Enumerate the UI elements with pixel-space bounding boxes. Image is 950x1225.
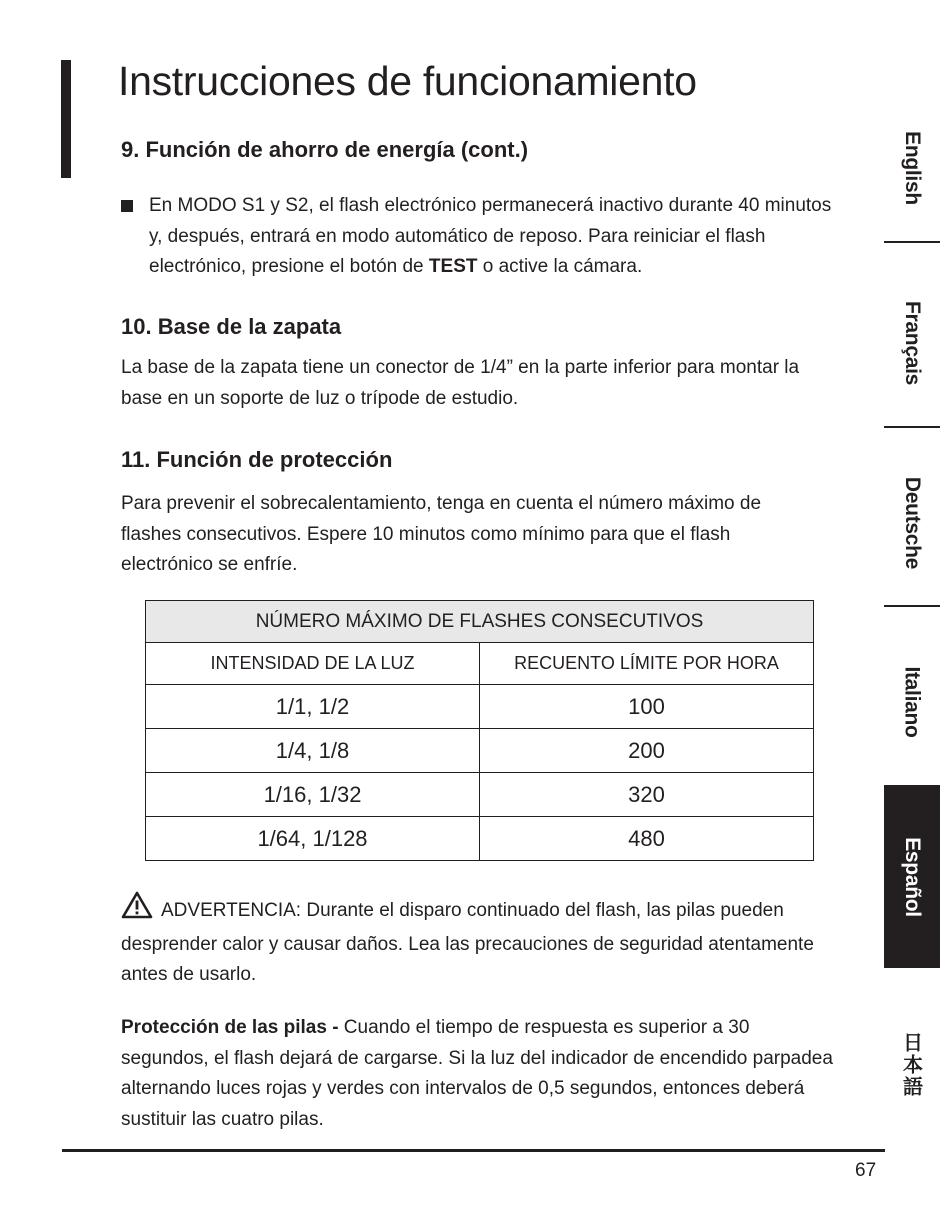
bullet-text-part: En MODO S1 y S2, el flash electrónico permanecerá inactivo durante 40 minutos y, después, entrará en modo automático de reposo. Para reiniciar el flash electrónico, presione el botón de [149, 195, 832, 277]
battery-protection-body: Cuando el tiempo de respuesta es superior a 30 segundos, el flash dejará de cargarse. Si la luz del indicador de encendido parpadea alternando luces rojas y verdes con intervalos de 0,5 segundos, entonces deberá sustituir las cuatro pilas. [121, 1017, 833, 1130]
battery-protection-text [121, 1013, 836, 1135]
intensity-cell: 1/1, 1/2 [146, 685, 480, 729]
flash-limit-table [145, 600, 814, 861]
section-9-heading: 9. Función de ahorro de energía (cont.) [121, 137, 529, 162]
page-title: Instrucciones de funcionamiento [118, 58, 697, 104]
footer-rule [62, 1149, 885, 1152]
tab-italiano[interactable] [884, 622, 940, 782]
warning-triangle-icon [121, 891, 153, 930]
section-11-text: Para prevenir el sobrecalentamiento, tenga en cuenta el número máximo de flashes consecutivos. Espere 10 minutos como mínimo para que el flash electrónico se enfríe. [121, 493, 762, 575]
intensity-cell: 1/64, 1/128 [146, 817, 480, 861]
column-header-count: RECUENTO LÍMITE POR HORA [480, 643, 814, 685]
tab-divider [884, 605, 940, 607]
tab-english-label: English [901, 130, 924, 205]
tab-japanese[interactable] [884, 1010, 940, 1120]
section-10-heading: 10. Base de la zapata [121, 314, 342, 339]
table-title: NÚMERO MÁXIMO DE FLASHES CONSECUTIVOS [146, 601, 814, 643]
battery-protection-label: Protección de las pilas - [121, 1017, 339, 1038]
test-button-name: TEST [428, 256, 478, 277]
tab-francais[interactable] [884, 260, 940, 425]
table-row [146, 773, 814, 817]
tab-espanol[interactable] [884, 785, 940, 968]
section-marker-bar [61, 60, 71, 178]
section-11-heading: 11. Función de protección [121, 447, 393, 472]
bullet-square-icon [121, 200, 133, 212]
column-header-intensity: INTENSIDAD DE LA LUZ [146, 643, 480, 685]
count-cell: 100 [480, 685, 814, 729]
warning-body: ADVERTENCIA: Durante el disparo continuado del flash, las pilas pueden desprender calor y causar daños. Lea las precauciones de seguridad atentamente antes de usarlo. [121, 900, 814, 985]
intensity-cell: 1/16, 1/32 [146, 773, 480, 817]
tab-japanese-label: 日本語 [899, 1032, 924, 1098]
tab-francais-label: Français [901, 300, 925, 385]
bullet-text-end: o active la cámara. [477, 256, 643, 277]
tab-deutsche[interactable] [884, 440, 940, 605]
table-row [146, 729, 814, 773]
page-number: 67 [855, 1160, 877, 1181]
section-9-bullet-text [149, 191, 839, 283]
table-row [146, 685, 814, 729]
count-cell: 320 [480, 773, 814, 817]
table-row [146, 817, 814, 861]
tab-english[interactable] [884, 95, 940, 240]
tab-espanol-label: Español [901, 836, 924, 917]
tab-divider [884, 426, 940, 428]
intensity-cell: 1/4, 1/8 [146, 729, 480, 773]
section-10-text: La base de la zapata tiene un conector de 1/4” en la parte inferior para montar la base en un soporte de luz o trípode de estudio. [121, 357, 800, 409]
tab-divider [884, 241, 940, 243]
count-cell: 200 [480, 729, 814, 773]
count-cell: 480 [480, 817, 814, 861]
warning-text [121, 891, 836, 991]
tab-deutsche-label: Deutsche [901, 476, 925, 569]
language-tabs [884, 0, 950, 1225]
tab-italiano-label: Italiano [901, 666, 924, 738]
